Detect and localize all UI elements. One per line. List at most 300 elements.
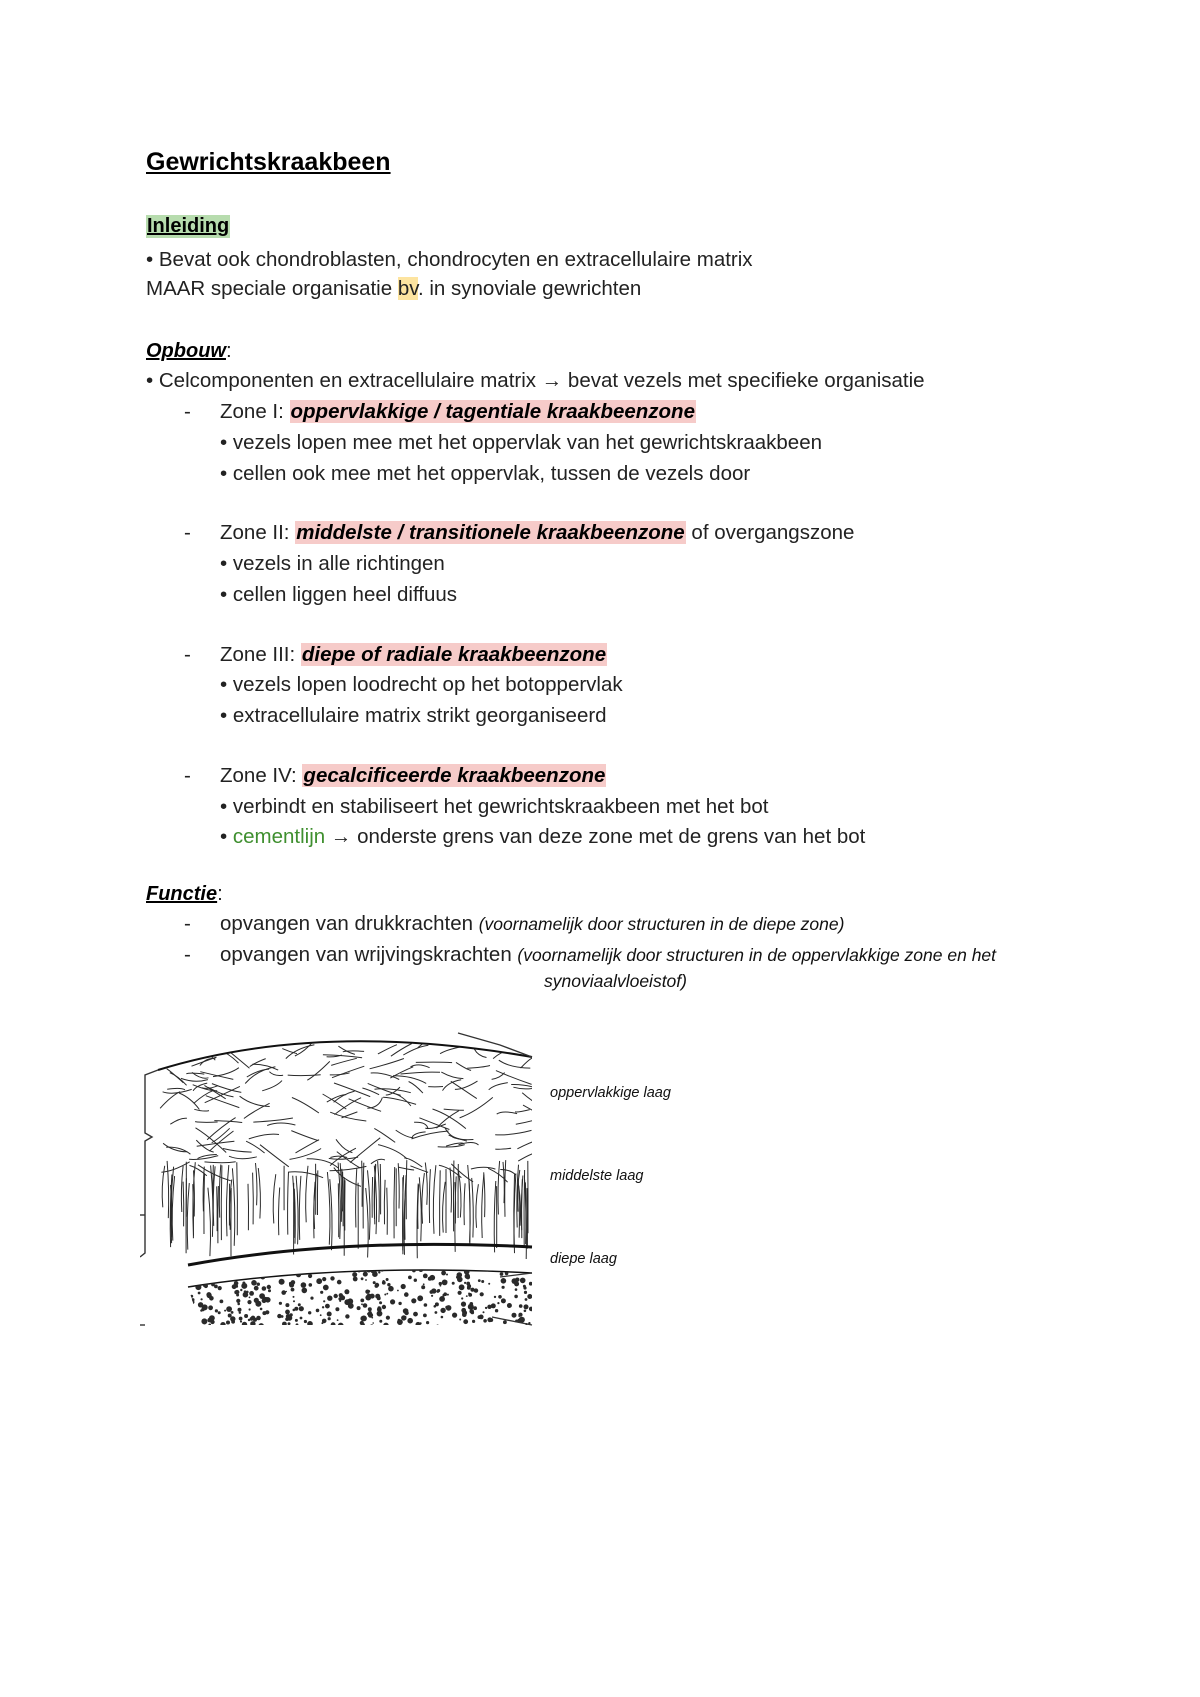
bone-speckle <box>291 1288 295 1292</box>
bone-speckle <box>382 1305 386 1309</box>
figure-label-middle: middelste laag <box>550 1168 644 1184</box>
bone-speckle <box>253 1267 257 1271</box>
bone-speckle <box>520 1278 526 1284</box>
bone-speckle <box>361 1277 364 1280</box>
bone-speckle <box>213 1272 215 1274</box>
bone-speckle <box>201 1274 206 1279</box>
bone-speckle <box>279 1279 285 1285</box>
radial-fiber-stroke <box>338 1183 339 1237</box>
bone-speckle <box>288 1322 291 1325</box>
bone-speckle <box>429 1277 432 1280</box>
bone-speckle <box>378 1271 380 1273</box>
bone-speckle <box>307 1266 312 1271</box>
bone-speckle <box>322 1319 327 1324</box>
bone-speckle <box>238 1275 241 1278</box>
bone-speckle <box>249 1291 254 1296</box>
bone-speckle <box>459 1319 461 1321</box>
bone-speckle <box>279 1265 283 1269</box>
bone-speckle <box>452 1282 455 1285</box>
inleiding-line-2 <box>146 277 641 301</box>
bone-speckle <box>372 1317 374 1319</box>
bone-speckle <box>503 1320 507 1324</box>
bone-speckle <box>447 1294 449 1296</box>
bone-speckle <box>461 1297 463 1299</box>
bone-speckle <box>296 1272 301 1277</box>
bone-speckle <box>502 1286 505 1289</box>
bone-speckle <box>529 1282 533 1286</box>
bone-speckle <box>512 1313 517 1318</box>
bone-speckle <box>327 1296 332 1301</box>
bone-speckle <box>516 1279 519 1282</box>
opbouw-colon: : <box>225 339 232 362</box>
bone-speckle <box>287 1269 292 1274</box>
functie-1-dash: - <box>184 912 191 935</box>
bone-speckle <box>461 1308 466 1313</box>
bone-speckle <box>189 1322 192 1325</box>
bone-speckle <box>291 1280 296 1285</box>
bone-speckle <box>246 1264 251 1269</box>
bone-speckle <box>501 1278 507 1284</box>
bone-speckle <box>441 1316 444 1319</box>
bone-speckle <box>373 1281 376 1284</box>
bone-speckle <box>483 1319 487 1323</box>
radial-fiber-stroke <box>248 1184 249 1230</box>
bone-speckle <box>515 1288 518 1291</box>
bone-speckle <box>498 1295 502 1299</box>
bone-speckle <box>494 1296 496 1298</box>
functie-item-2-note: (voornamelijk door structuren in de oppervlakkige zone en het <box>517 945 997 965</box>
bone-speckle <box>462 1312 467 1317</box>
fiber-stroke <box>520 1036 540 1056</box>
inleiding-line-2-post: . in synoviale gewrichten <box>417 277 642 300</box>
radial-fiber-stroke <box>362 1161 363 1207</box>
bone-speckle <box>352 1272 357 1277</box>
bone-speckle <box>279 1269 282 1272</box>
bone-speckle <box>474 1325 476 1327</box>
bone-speckle <box>226 1321 230 1325</box>
bone-speckle <box>243 1292 249 1298</box>
bone-speckle <box>505 1272 509 1276</box>
functie-heading: Functie <box>146 883 218 905</box>
bone-speckle <box>234 1276 237 1279</box>
bone-speckle <box>479 1315 484 1320</box>
bone-speckle <box>524 1291 527 1294</box>
bone-speckle <box>408 1276 412 1280</box>
bone-speckle <box>296 1323 299 1326</box>
bone-speckle <box>268 1289 271 1292</box>
bone-speckle <box>250 1321 255 1326</box>
bone-speckle <box>379 1301 382 1304</box>
bone-speckle <box>345 1265 347 1267</box>
bone-speckle <box>367 1313 370 1316</box>
bone-speckle <box>401 1315 406 1320</box>
bone-speckle <box>375 1283 379 1287</box>
radial-fiber-stroke <box>218 1186 219 1243</box>
bone-speckle <box>466 1282 470 1286</box>
bone-speckle <box>476 1265 481 1270</box>
bone-speckle <box>368 1307 372 1311</box>
bone-speckle <box>254 1286 259 1291</box>
zone-2-label: Zone II: <box>220 521 296 544</box>
zone-2-bullet-2: • cellen liggen heel diffuus <box>220 583 458 606</box>
bone-speckle <box>267 1285 271 1289</box>
bone-speckle <box>458 1291 462 1295</box>
bone-speckle <box>442 1280 448 1286</box>
bone-speckle <box>518 1315 520 1317</box>
bone-speckle <box>473 1267 476 1270</box>
zone-1-bullet-2: • cellen ook mee met het oppervlak, tussen de vezels door <box>220 462 751 485</box>
bone-speckle <box>301 1282 307 1288</box>
bone-speckle <box>260 1308 263 1311</box>
bone-speckle <box>360 1299 364 1303</box>
opbouw-heading: Opbouw <box>146 340 226 362</box>
bone-speckle <box>285 1291 287 1293</box>
bone-speckle <box>501 1298 506 1303</box>
bone-speckle <box>413 1312 418 1317</box>
bone-speckle <box>323 1300 325 1302</box>
bone-speckle <box>411 1298 416 1303</box>
bone-speckle <box>241 1265 245 1269</box>
bone-speckle <box>202 1270 207 1275</box>
bone-speckle <box>232 1284 237 1289</box>
bone-speckle <box>469 1309 474 1314</box>
bone-speckle <box>211 1278 215 1282</box>
bone-speckle <box>360 1321 364 1325</box>
bone-speckle <box>424 1303 428 1307</box>
bone-speckle <box>220 1300 224 1304</box>
bone-speckle <box>215 1309 218 1312</box>
bone-speckle <box>249 1308 251 1310</box>
bone-speckle <box>334 1294 338 1298</box>
functie-item-1-note: (voornamelijk door structuren in de diepe zone) <box>478 914 845 934</box>
bone-speckle <box>466 1295 468 1297</box>
bone-speckle <box>338 1323 344 1329</box>
bone-speckle <box>465 1274 470 1279</box>
bone-speckle <box>262 1298 267 1303</box>
bone-speckle <box>310 1297 313 1300</box>
bone-speckle <box>382 1281 386 1285</box>
bone-speckle <box>295 1319 298 1322</box>
zone-2-bullet-1: • vezels in alle richtingen <box>220 552 445 575</box>
zone-1-bullet-1: • vezels lopen mee met het oppervlak van het gewrichtskraakbeen <box>220 431 823 454</box>
bone-speckle <box>388 1286 394 1292</box>
functie-item-2-note-cont: synoviaalvloeistof) <box>544 971 687 991</box>
bone-speckle <box>307 1321 313 1327</box>
bone-speckle <box>204 1284 208 1288</box>
bone-speckle <box>488 1283 490 1285</box>
bone-speckle <box>327 1312 332 1317</box>
zone-4-label: Zone IV: <box>220 764 303 787</box>
zone-3-bullet-1: • vezels lopen loodrecht op het botoppervlak <box>220 673 623 696</box>
radial-fiber-stroke <box>237 1162 238 1235</box>
bone-speckle <box>435 1302 439 1306</box>
bone-speckle <box>364 1325 367 1328</box>
bone-speckle <box>456 1276 459 1279</box>
bone-speckle <box>203 1321 206 1324</box>
bone-speckle <box>524 1304 529 1309</box>
bone-speckle <box>384 1294 386 1296</box>
bone-speckle <box>368 1290 370 1292</box>
radial-fiber-stroke <box>524 1170 525 1247</box>
bone-speckle <box>407 1318 413 1324</box>
bone-speckle <box>225 1271 229 1275</box>
bone-speckle <box>468 1293 472 1297</box>
bone-speckle <box>214 1285 218 1289</box>
bone-speckle <box>331 1322 336 1327</box>
bone-speckle <box>242 1276 244 1278</box>
zone-2-name: middelste / transitionele kraakbeenzone <box>296 521 685 544</box>
bone-speckle <box>370 1324 373 1327</box>
bone-speckle <box>208 1324 211 1327</box>
zone-3-bullet-2: • extracellulaire matrix strikt georganiseerd <box>220 704 607 727</box>
bone-speckle <box>322 1306 324 1308</box>
bone-speckle <box>380 1267 384 1271</box>
bone-speckle <box>233 1272 238 1277</box>
bone-speckle <box>481 1280 484 1283</box>
bone-speckle <box>203 1270 209 1276</box>
bone-speckle <box>253 1319 255 1321</box>
bone-speckle <box>242 1322 247 1327</box>
bone-speckle <box>220 1322 225 1327</box>
bone-speckle <box>251 1280 257 1286</box>
zone-4-bullet-2-rest: → onderste grens van deze zone met de grens van het bot <box>325 825 866 848</box>
zone-1-dash: - <box>184 400 191 423</box>
fiber-stroke <box>416 1062 452 1063</box>
bone-speckle <box>209 1296 214 1301</box>
bone-speckle <box>285 1310 290 1315</box>
bone-speckle <box>195 1269 197 1271</box>
bone-speckle <box>417 1295 423 1301</box>
section-heading-opbouw <box>146 339 232 363</box>
bone-speckle <box>480 1292 484 1296</box>
bone-speckle <box>232 1267 236 1271</box>
bone-speckle <box>228 1314 232 1318</box>
bone-speckle <box>361 1316 367 1322</box>
inleiding-line-1: • Bevat ook chondroblasten, chondrocyten en extracellulaire matrix <box>146 248 753 271</box>
bone-speckle <box>483 1311 485 1313</box>
bone-speckle <box>259 1323 264 1328</box>
bone-speckle <box>208 1305 213 1310</box>
bone-speckle <box>296 1266 301 1271</box>
bone-speckle <box>242 1263 247 1268</box>
bone-speckle <box>436 1325 438 1327</box>
bone-speckle <box>244 1314 248 1318</box>
bone-speckle <box>339 1293 343 1297</box>
bone-speckle <box>300 1317 303 1320</box>
bone-speckle <box>193 1318 197 1322</box>
bone-speckle <box>262 1286 267 1291</box>
bone-speckle <box>420 1322 422 1324</box>
bone-speckle <box>367 1294 372 1299</box>
opbouw-intro: • Celcomponenten en extracellulaire matrix → bevat vezels met specifieke organisatie <box>146 369 925 392</box>
bone-speckle <box>485 1307 487 1309</box>
bone-speckle <box>251 1269 254 1272</box>
bone-speckle <box>423 1283 425 1285</box>
functie-item-1 <box>220 912 844 936</box>
bone-speckle <box>241 1267 243 1269</box>
bone-speckle <box>495 1309 498 1312</box>
bone-speckle <box>218 1311 221 1314</box>
bone-speckle <box>249 1297 251 1299</box>
zone-3-dash: - <box>184 643 191 666</box>
bone-speckle <box>268 1271 272 1275</box>
radial-fiber-stroke <box>343 1172 344 1227</box>
functie-item-2 <box>220 943 996 967</box>
bone-speckle <box>404 1292 409 1297</box>
bone-speckle <box>302 1288 308 1294</box>
bone-speckle <box>298 1303 301 1306</box>
bone-speckle <box>363 1303 368 1308</box>
zone-4-heading <box>220 764 606 788</box>
bone-speckle <box>309 1283 313 1287</box>
bone-speckle <box>231 1311 234 1314</box>
zone-4-bullet-2 <box>220 825 865 849</box>
bone-speckle <box>489 1318 493 1322</box>
bone-speckle <box>237 1303 240 1306</box>
bone-speckle <box>386 1293 388 1295</box>
bone-speckle <box>208 1266 212 1270</box>
bone-speckle <box>195 1274 198 1277</box>
bone-speckle <box>267 1264 271 1268</box>
bone-speckle <box>523 1286 526 1289</box>
bone-speckle <box>403 1308 409 1314</box>
bone-speckle <box>304 1320 307 1323</box>
bone-speckle <box>281 1315 284 1318</box>
bone-speckle <box>240 1320 242 1322</box>
radial-fiber-stroke <box>387 1188 388 1235</box>
bone-speckle <box>323 1285 329 1291</box>
figure-label-deep: diepe laag <box>550 1251 617 1267</box>
bone-speckle <box>295 1267 301 1273</box>
bone-speckle <box>462 1302 464 1304</box>
bone-speckle <box>463 1267 465 1269</box>
bone-speckle <box>250 1317 254 1321</box>
bone-speckle <box>386 1278 389 1281</box>
bone-speckle <box>421 1285 425 1289</box>
bone-speckle <box>241 1273 244 1276</box>
bone-speckle <box>431 1288 436 1293</box>
bone-speckle <box>519 1317 525 1323</box>
bone-speckle <box>470 1288 474 1292</box>
bone-speckle <box>240 1264 244 1268</box>
bone-speckle <box>335 1307 339 1311</box>
bone-speckle <box>379 1320 382 1323</box>
bone-speckle <box>519 1304 523 1308</box>
bone-speckle <box>198 1302 203 1307</box>
bone-speckle <box>398 1319 401 1322</box>
bone-speckle <box>193 1313 195 1315</box>
bone-speckle <box>330 1276 334 1280</box>
functie-item-2-main: opvangen van wrijvingskrachten <box>220 943 518 966</box>
bone-speckle <box>337 1280 342 1285</box>
bone-speckle <box>281 1290 286 1295</box>
bone-speckle <box>251 1264 253 1266</box>
bone-speckle <box>487 1305 491 1309</box>
bone-speckle <box>279 1302 282 1305</box>
bone-speckle <box>285 1303 289 1307</box>
bone-speckle <box>474 1290 477 1293</box>
bone-speckle <box>469 1305 474 1310</box>
fiber-stroke <box>512 1040 534 1046</box>
functie-colon: : <box>217 882 223 905</box>
bone-speckle <box>265 1310 269 1314</box>
bone-speckle <box>467 1286 471 1290</box>
bone-speckle <box>439 1282 442 1285</box>
bone-speckle <box>289 1313 292 1316</box>
bone-speckle <box>533 1277 536 1280</box>
bone-speckle <box>525 1298 528 1301</box>
bone-speckle <box>190 1295 193 1298</box>
bone-speckle <box>440 1285 442 1287</box>
bone-speckle <box>353 1277 358 1282</box>
bone-speckle <box>282 1322 287 1327</box>
bone-speckle <box>316 1309 320 1313</box>
bone-speckle <box>497 1302 499 1304</box>
fiber-stroke <box>199 1047 216 1054</box>
highlight-bv: bv <box>397 277 418 300</box>
bone-speckle <box>239 1312 241 1314</box>
bone-speckle <box>386 1316 390 1320</box>
bone-speckle <box>533 1272 537 1276</box>
bone-speckle <box>257 1283 260 1286</box>
zone-1-name: oppervlakkige / tagentiale kraakbeenzone <box>290 400 695 423</box>
bone-speckle <box>316 1278 322 1284</box>
bone-speckle <box>406 1267 408 1269</box>
bone-speckle <box>218 1286 222 1290</box>
zone-4-bullet-1: • verbindt en stabiliseert het gewrichtskraakbeen met het bot <box>220 795 769 818</box>
page-title: Gewrichtskraakbeen <box>146 148 391 176</box>
bone-speckle <box>280 1263 285 1268</box>
bone-speckle <box>256 1316 261 1321</box>
bone-speckle <box>236 1294 239 1297</box>
bone-speckle <box>209 1315 215 1321</box>
bone-speckle <box>238 1308 242 1312</box>
bone-speckle <box>437 1290 440 1293</box>
bone-speckle <box>523 1269 526 1272</box>
bone-speckle <box>377 1307 382 1312</box>
bone-speckle <box>219 1274 221 1276</box>
bone-speckle <box>398 1302 401 1305</box>
zone-4-name: gecalcificeerde kraakbeenzone <box>303 764 606 787</box>
bone-speckle <box>322 1277 326 1281</box>
bone-speckle <box>500 1272 504 1276</box>
bone-speckle <box>402 1267 405 1270</box>
bone-speckle <box>414 1279 417 1282</box>
bone-speckle <box>459 1284 465 1290</box>
bone-speckle <box>344 1289 349 1294</box>
zone-1-heading <box>220 400 696 424</box>
zone-3-heading <box>220 643 607 667</box>
bone-speckle <box>370 1268 375 1273</box>
zone-4-bullet-2-dot: • <box>220 825 233 848</box>
bone-speckle <box>463 1319 468 1324</box>
bone-speckle <box>337 1319 339 1321</box>
bone-speckle <box>524 1310 527 1313</box>
bone-speckle <box>190 1316 196 1322</box>
fiber-stroke <box>199 1041 232 1053</box>
bone-speckle <box>472 1320 475 1323</box>
radial-fiber-stroke <box>372 1177 373 1218</box>
bone-speckle <box>201 1298 203 1300</box>
bone-speckle <box>452 1313 457 1318</box>
section-heading-functie <box>146 882 223 906</box>
bone-speckle <box>514 1295 518 1299</box>
bone-speckle <box>431 1295 433 1297</box>
bone-speckle <box>236 1299 240 1303</box>
bone-speckle <box>245 1270 247 1272</box>
bone-speckle <box>441 1271 446 1276</box>
bone-speckle <box>435 1311 438 1314</box>
